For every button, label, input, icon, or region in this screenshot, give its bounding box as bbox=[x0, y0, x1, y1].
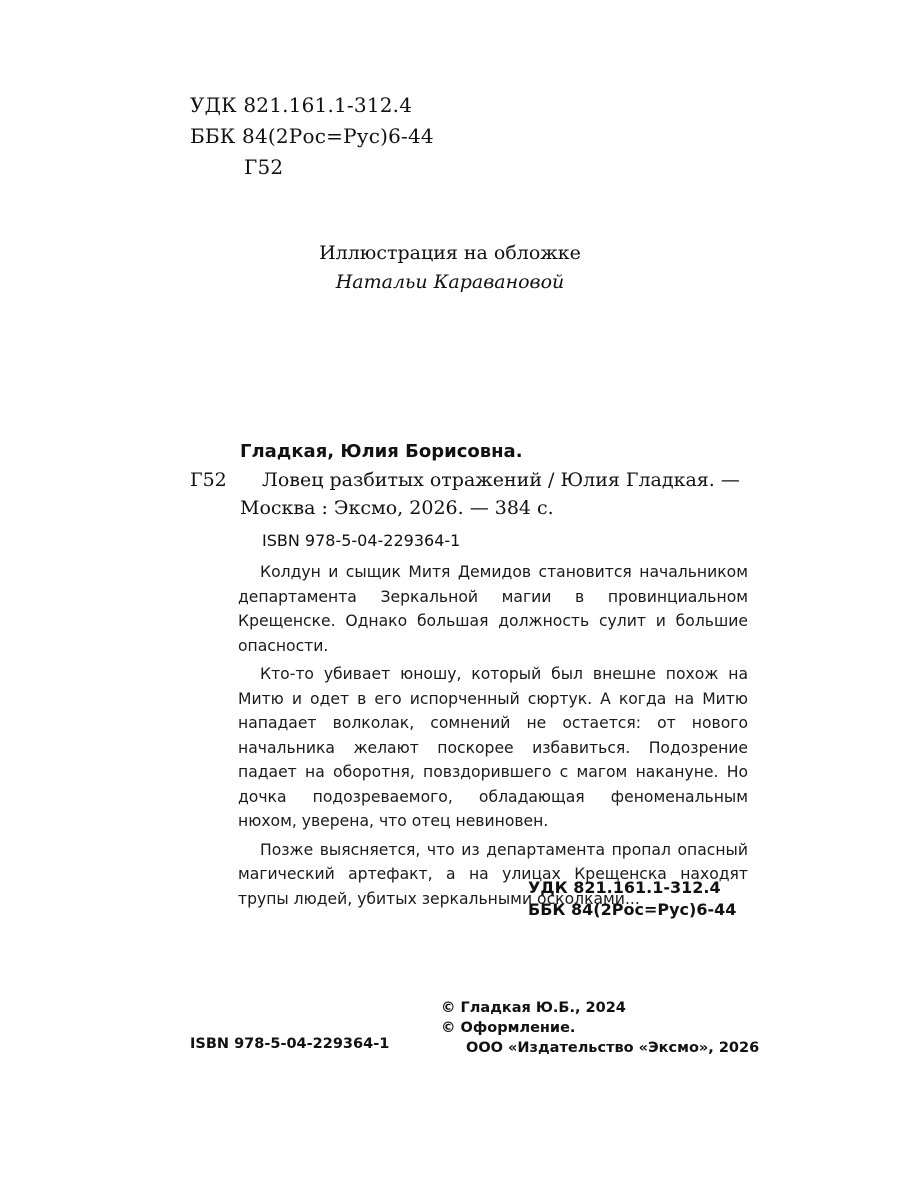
footer-isbn: ISBN 978-5-04-229364-1 bbox=[190, 1036, 390, 1052]
author-mark: Г52 bbox=[244, 155, 284, 179]
copyright-publisher: ООО «Издательство «Эксмо», 2026 bbox=[466, 1040, 760, 1056]
annotation-paragraph: Позже выясняется, что из департамента пропал опасный магический артефакт, а на улицах Крещенска находят трупы людей, убитых зеркальными осколками... bbox=[238, 840, 748, 908]
bbk-code-bold: ББК 84(2Рос=Рус)6-44 bbox=[528, 900, 737, 919]
illustration-credit-name: Натальи Карав​ановой bbox=[335, 271, 565, 293]
copyright-author: © Гладкая Ю.Б., 2024 bbox=[441, 1000, 626, 1016]
bibliographic-publisher-line: Москва : Эксмо, 2026. — 384 с. bbox=[240, 497, 554, 519]
bbk-code: ББК 84(2Рос=Рус)6-44 bbox=[190, 124, 434, 148]
copyright-block bbox=[441, 998, 759, 1058]
copyright-design: © Оформление. bbox=[441, 1020, 576, 1036]
bibliographic-isbn: ISBN 978-5-04-229364-1 bbox=[262, 531, 461, 550]
udk-code-bold: УДК 821.161.1-312.4 bbox=[528, 878, 721, 897]
bibliographic-author: Гладкая, Юлия Борисовна. bbox=[240, 441, 523, 462]
illustration-credit-label: Иллюстрация на обложке bbox=[319, 242, 581, 264]
classification-codes bbox=[528, 877, 736, 921]
annotation-paragraph: Кто-то убивает юношу, который был внешне похож на Митю и одет в его испорченный сюртук. А когда на Митю нападает волколак, сомнений не остается: от нового начальника желают поскорее избавиться. Подозрение падает на оборотня, повздорившего с магом накануне. Но дочка подозреваемого, обладающая феноменальным нюхом, уверена, что отец невиновен. bbox=[238, 665, 748, 830]
annotation bbox=[238, 560, 748, 915]
bibliographic-author-mark: Г52 bbox=[190, 469, 227, 491]
udk-code: УДК 821.161.1-312.4 bbox=[190, 93, 413, 117]
annotation-paragraph: Колдун и сыщик Митя Демидов становится начальником департамента Зеркальной магии в провинциальном Крещенске. Однако большая должность сулит и большие опасности. bbox=[238, 563, 748, 655]
bibliographic-title-line: Ловец разбитых отражений / Юлия Гладкая. — bbox=[262, 469, 740, 491]
